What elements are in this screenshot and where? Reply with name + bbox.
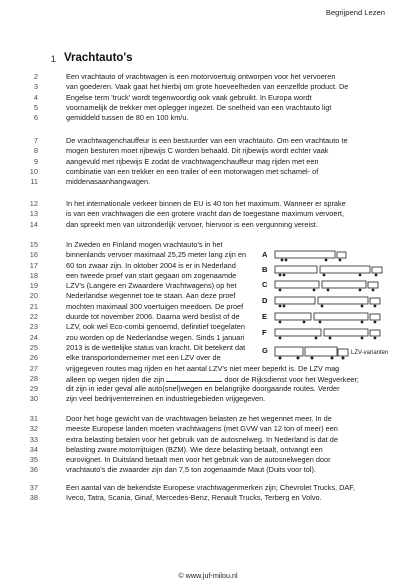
line-number: 27 [29,363,38,373]
line-number: 21 [29,301,38,311]
variant-letter: E [262,312,268,321]
line-text: aangevuld met rijbewijs E zodat de vrachtwagenchauffeur mag rijden met een [66,156,319,166]
text-line [0,374,416,384]
variant-letter: D [262,296,268,305]
truck-icon [274,346,352,360]
line-text: De vrachtwagenchauffeur is een bestuurder van een vrachtauto. Om een vrachtauto te [66,136,348,145]
line-number: 19 [29,281,38,291]
line-text: voornamelijk de trekker met oplegger ingezet. De snelheid van een vrachtauto ligt [66,102,332,112]
line-number: 5 [33,102,38,112]
header-label: Begrijpend Lezen [325,8,385,17]
line-number: 10 [29,166,38,176]
line-number: 32 [29,424,38,434]
truck-variant-d [262,296,394,308]
variant-letter: F [262,328,267,337]
line-text: middenasaanhangwagen. [66,177,151,187]
text-line [0,414,416,424]
line-text: vrachtauto's die zwaarder zijn dan 7,5 ton zogenaamde Maut (Duits voor tol). [66,465,316,475]
title-line-number: 1 [50,54,56,65]
text-line [0,209,416,219]
truck-variant-b [262,265,394,277]
text-line [0,483,416,493]
line-text: van goederen. Vaak gaat het hierbij om grote hoeveelheden van eenzelfde product. De [66,82,349,92]
line-number: 11 [30,177,38,187]
line-number: 22 [29,312,38,322]
line-number: 25 [29,342,38,352]
line-number: 33 [29,434,38,444]
line-number: 29 [29,384,38,394]
line-number: 38 [29,493,38,503]
truck-icon [274,312,386,324]
line-text: In het internationale verkeer binnen de EU is 40 ton het maximum. Wanneer er sprake [66,199,346,208]
line-number: 18 [29,270,38,280]
line-text: In Zweden en Finland mogen vrachtauto's in het [66,240,223,249]
line-number: 17 [29,260,38,270]
line-text: belasting zware motorrijtuigen (BZM). Wie deze belasting betaalt, ontvangt een [66,444,323,454]
truck-variant-a [262,250,394,262]
lzv-variants-figure [262,250,394,362]
line-text: LZV's (Langere en Zwaardere Vrachtwagens) op het [66,281,237,291]
line-number: 28 [29,373,38,383]
variant-letter: G [262,346,268,355]
line-text: dit zijn in ieder geval alle auto(snel)wegen en belangrijke doorgaande routes. Verder [66,384,340,394]
line-text: 2013 is de wettelijke status van kracht. Dit betekent dat [66,342,246,352]
text-line [0,455,416,465]
line-number: 24 [29,332,38,342]
line-number: 15 [29,240,38,249]
line-text: gemiddeld tussen de 80 en 100 km/u. [66,113,189,123]
text-line [0,220,416,230]
line-text: binnenlands vervoer maximaal 25,25 meter lang zijn en [66,250,247,260]
text-line [0,394,416,404]
line-number: 20 [29,291,38,301]
truck-icon [274,328,386,340]
line-text: zijn veel bedrijventerreinen en industriegebieden vrijgegeven. [66,394,266,404]
line-text: extra belasting betalen voor het gebruik van de autosnelweg. In Nederland is dat de [66,434,338,444]
paragraph-2 [0,136,416,187]
line-text: Iveco, Tatra, Scania, Ginaf, Mercedes-Benz, Renault Trucks, Terberg en Volvo. [66,493,322,503]
text-line [0,364,416,374]
truck-icon [274,265,386,277]
text-line [0,177,416,187]
line-number: 34 [29,444,38,454]
truck-variant-e [262,312,394,324]
line-text: meeste Europese landen moeten vrachtwagens (met GVW van 12 ton of meer) een [66,424,338,434]
text-line [0,72,416,82]
text-line [0,384,416,394]
truck-variant-f [262,328,394,340]
text-line [0,199,416,209]
footer: © www.juf-milou.nl [178,571,238,580]
paragraph-1 [0,72,416,123]
line-text: duurde tot november 2006. Daarna werd beslist of de [66,312,240,322]
line-text-after-blank: door de Rijksdienst voor het Wegverkeer; [224,374,359,384]
text-line [0,424,416,434]
truck-icon [274,280,386,292]
line-text: 60 ton zwaar zijn. In oktober 2004 is er in Nederland [66,260,236,270]
line-number: 35 [29,455,38,465]
line-number: 16 [29,250,38,260]
line-number: 4 [33,92,38,102]
line-text: een tweede proef van start gegaan om zogenaamde [66,270,237,280]
line-number: 23 [29,322,38,332]
text-line [0,82,416,92]
text-line [0,435,416,445]
line-number: 9 [33,156,38,166]
paragraph-6 [0,483,416,504]
line-text-before-blank: alleen op wegen rijden die zijn [66,374,165,384]
variant-letter: B [262,265,268,274]
variant-letter: A [262,250,268,259]
line-text: mogen besturen moet rijbewijs C worden behaald. Dit rijbewijs wordt echter vaak [66,146,329,156]
line-text: mochten maximaal 300 voertuigen meedoen. De proef [66,301,244,311]
line-number: 8 [33,146,38,156]
text-line [0,136,416,146]
line-text: Een vrachtauto of vrachtwagen is een motorvoertuig ontworpen voor het vervoeren [66,72,336,81]
text-line [0,445,416,455]
line-text: eurovignet. In Duitsland betaalt men voor het gebruik van de autosnelwegen door [66,455,331,465]
text-line [0,93,416,103]
line-number: 37 [29,483,38,492]
line-text: Nederlandse wegennet toe te staan. Aan deze proef [66,291,236,301]
line-text: Door het hoge gewicht van de vrachtwagen belasten ze het wegennet meer. In de [66,414,332,423]
fill-in-blank[interactable] [166,374,222,382]
line-number: 31 [29,414,38,423]
text-line [0,113,416,123]
line-number: 2 [33,72,38,81]
text-line [0,146,416,156]
line-text: is van een vrachtwagen die een grotere vracht dan de toegestane maximum vervoert, [66,209,344,219]
line-text: LZV, ook wel Eco-combi genoemd, definitief toegelaten [66,322,245,332]
page-title: Vrachtauto's [64,52,133,64]
line-text: combinatie van een trekker en een trailer of een motorwagen met schamel- of [66,166,319,176]
paragraph-3 [0,199,416,230]
line-number: 12 [29,199,38,208]
line-number: 13 [29,209,38,219]
line-number: 6 [33,113,38,123]
figure-caption: LZV-varianten [351,350,389,356]
line-number: 3 [33,82,38,92]
line-number: 14 [29,219,38,229]
variant-letter: C [262,280,268,289]
paragraph-5 [0,414,416,476]
line-number: 36 [29,465,38,475]
text-line [0,493,416,503]
text-line [0,240,416,250]
text-line [0,157,416,167]
line-text: elke transportondernemer met een LZV over de [66,353,221,363]
truck-variant-c [262,280,394,292]
line-text: zou worden op de Nederlandse wegen. Sinds 1 januari [66,332,245,342]
line-number: 30 [29,394,38,404]
line-text: vrijgegeven routes mag rijden en het aantal LZV's niet meer beperkt is. De LZV mag [66,363,340,373]
text-line [0,103,416,113]
line-text: Een aantal van de bekendste Europese vrachtwagenmerken zijn; Chevrolet Trucks, DAF, [66,483,356,492]
line-text: Engelse term 'truck' wordt tegenwoordig ook vaak gebruikt. In Europa wordt [66,92,312,102]
line-number: 26 [29,353,38,363]
truck-icon [274,250,364,262]
truck-icon [274,296,386,308]
line-text: dan spreekt men van uitzonderlijk vervoer, hiervoor is een vergunning vereist. [66,219,318,229]
line-number: 7 [33,136,38,145]
text-line [0,167,416,177]
text-line [0,465,416,475]
